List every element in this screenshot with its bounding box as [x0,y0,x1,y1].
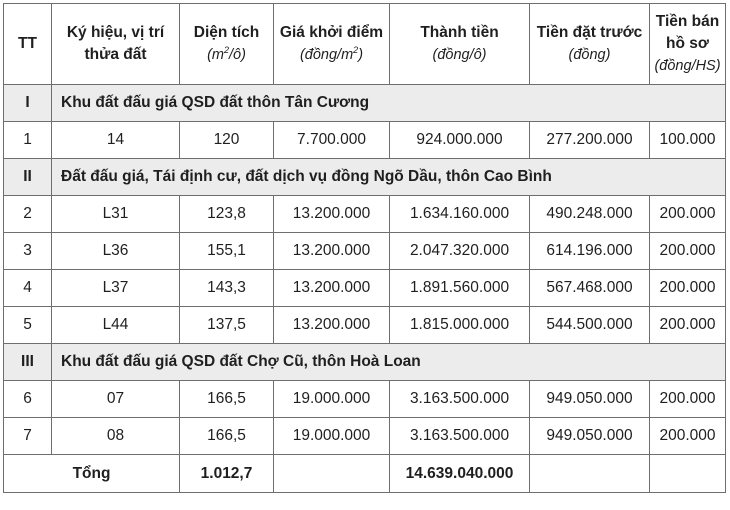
section-title: Khu đất đấu giá QSD đất thôn Tân Cương [52,85,726,122]
cell-gia: 19.000.000 [274,381,390,418]
cell-ho-so: 200.000 [650,196,726,233]
cell-tt: 7 [4,418,52,455]
section-row [4,159,726,196]
section-numeral: I [4,85,52,122]
section-row [4,85,726,122]
header-tien-ban-ho-so-label: Tiền bán hồ sơ [655,13,720,52]
cell-ky-hieu: L44 [52,307,180,344]
total-row [4,455,726,493]
cell-gia: 13.200.000 [274,270,390,307]
cell-ky-hieu: 07 [52,381,180,418]
cell-ho-so: 200.000 [650,381,726,418]
header-row [4,4,726,85]
cell-tt: 1 [4,122,52,159]
header-gia-unit: $(đồng/m^2)$ [299,45,364,63]
table-row [4,418,726,455]
table-body [4,85,726,455]
header-tien-dat-truoc [530,4,650,85]
header-dien-tich-unit: $(m^2/ô)$ [207,45,246,63]
table-row [4,381,726,418]
cell-thanh-tien: 3.163.500.000 [390,381,530,418]
cell-dien-tich: 137,5 [180,307,274,344]
header-thanh-tien [390,4,530,85]
header-gia-khoi-diem [274,4,390,85]
header-gia-khoi-diem-label: Giá khởi điểm [279,24,384,41]
cell-ky-hieu: L31 [52,196,180,233]
table-row [4,307,726,344]
total-empty-ho-so [650,455,726,493]
header-ky-hieu-label: Ký hiệu, vị trí thửa đất [66,24,165,63]
cell-ho-so: 200.000 [650,233,726,270]
cell-ky-hieu: 08 [52,418,180,455]
cell-dien-tich: 143,3 [180,270,274,307]
header-thanh-tien-unit: (đồng/ô) [432,47,487,63]
table-row [4,233,726,270]
section-numeral: III [4,344,52,381]
cell-ho-so: 200.000 [650,307,726,344]
cell-dien-tich: 120 [180,122,274,159]
cell-dat-truoc: 277.200.000 [530,122,650,159]
cell-tt: 2 [4,196,52,233]
total-dien-tich: 1.012,7 [180,455,274,493]
cell-gia: 19.000.000 [274,418,390,455]
header-tien-ban-ho-so [650,4,726,85]
land-auction-table [3,3,726,493]
cell-dat-truoc: 544.500.000 [530,307,650,344]
cell-dien-tich: 155,1 [180,233,274,270]
cell-thanh-tien: 2.047.320.000 [390,233,530,270]
cell-ky-hieu: 14 [52,122,180,159]
cell-tt: 5 [4,307,52,344]
cell-thanh-tien: 1.634.160.000 [390,196,530,233]
total-thanh-tien: 14.639.040.000 [390,455,530,493]
header-tien-ban-ho-so-unit: (đồng/HS) [654,58,721,74]
cell-dat-truoc: 567.468.000 [530,270,650,307]
total-empty-gia [274,455,390,493]
cell-ho-so: 200.000 [650,418,726,455]
cell-tt: 6 [4,381,52,418]
table-row [4,196,726,233]
cell-dat-truoc: 490.248.000 [530,196,650,233]
cell-thanh-tien: 924.000.000 [390,122,530,159]
cell-dat-truoc: 949.050.000 [530,418,650,455]
header-tt-label: TT [18,35,37,52]
cell-gia: 13.200.000 [274,196,390,233]
table-row [4,270,726,307]
cell-thanh-tien: 1.891.560.000 [390,270,530,307]
total-empty-dat-truoc [530,455,650,493]
cell-dat-truoc: 949.050.000 [530,381,650,418]
header-tien-dat-truoc-unit: (đồng) [568,47,611,63]
cell-tt: 3 [4,233,52,270]
cell-thanh-tien: 3.163.500.000 [390,418,530,455]
total-label: Tổng [4,455,180,493]
cell-ky-hieu: L37 [52,270,180,307]
cell-tt: 4 [4,270,52,307]
section-row [4,344,726,381]
cell-dien-tich: 166,5 [180,418,274,455]
cell-gia: 13.200.000 [274,233,390,270]
cell-thanh-tien: 1.815.000.000 [390,307,530,344]
cell-gia: 7.700.000 [274,122,390,159]
section-title: Đất đấu giá, Tái định cư, đất dịch vụ đồng Ngõ Dầu, thôn Cao Bình [52,159,726,196]
header-dien-tich [180,4,274,85]
section-numeral: II [4,159,52,196]
header-thanh-tien-label: Thành tiền [420,24,499,41]
cell-ho-so: 200.000 [650,270,726,307]
section-title: Khu đất đấu giá QSD đất Chợ Cũ, thôn Hoà Loan [52,344,726,381]
table-row [4,122,726,159]
cell-ky-hieu: L36 [52,233,180,270]
cell-dat-truoc: 614.196.000 [530,233,650,270]
cell-dien-tich: 123,8 [180,196,274,233]
cell-ho-so: 100.000 [650,122,726,159]
header-dien-tich-label: Diện tích [193,24,260,41]
cell-gia: 13.200.000 [274,307,390,344]
header-tt [4,4,52,85]
header-tien-dat-truoc-label: Tiền đặt trước [536,24,643,41]
header-ky-hieu [52,4,180,85]
cell-dien-tich: 166,5 [180,381,274,418]
